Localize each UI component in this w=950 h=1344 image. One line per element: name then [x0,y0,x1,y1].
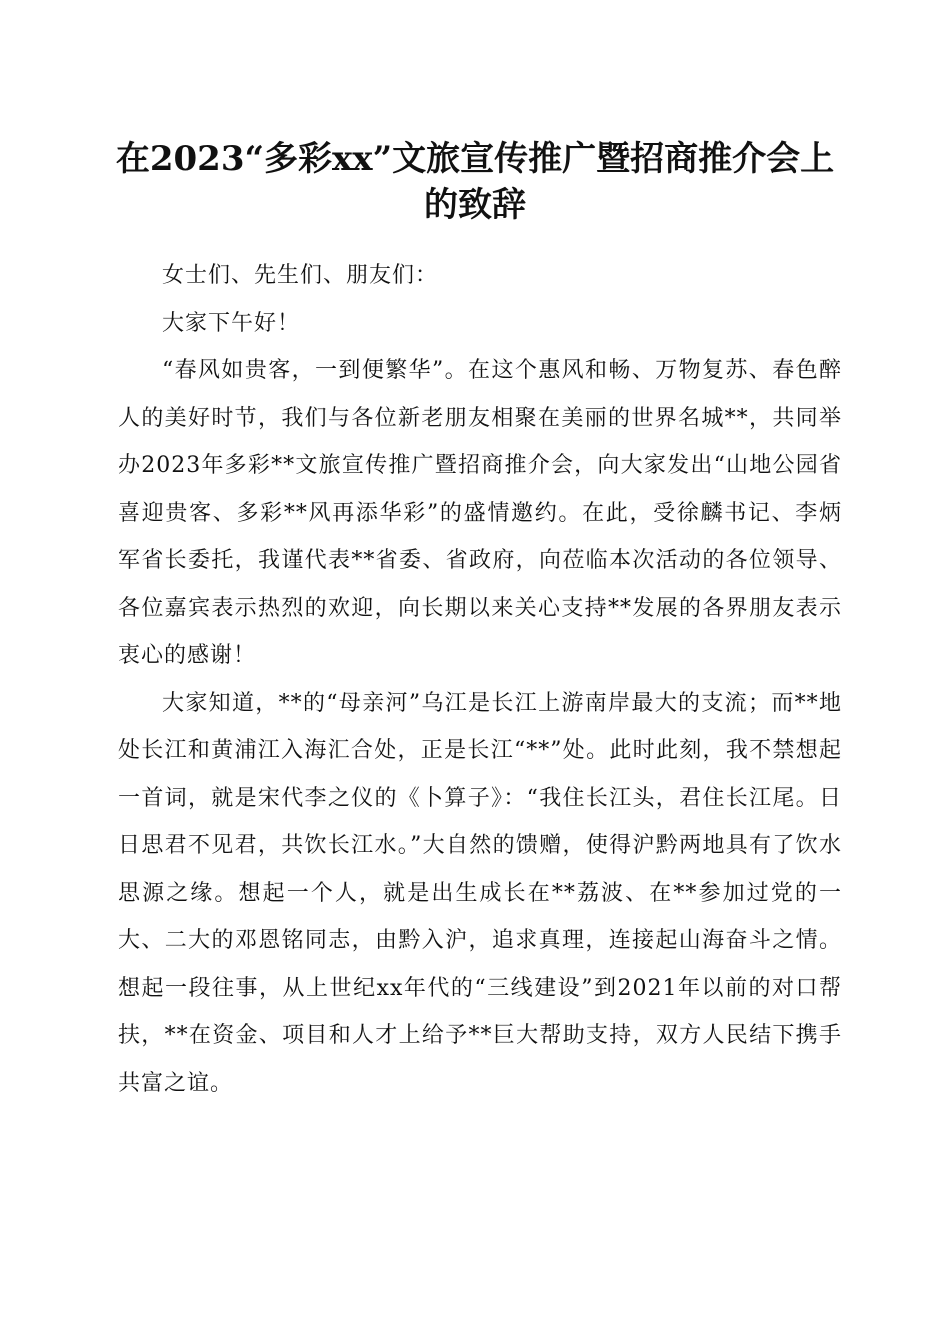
paragraph: “春风如贵客，一到便繁华”。在这个惠风和畅、万物复苏、春色醉人的美好时节，我们与各位新老朋友相聚在美丽的世界名城**，共同举办2023年多彩**文旅宣传推广暨招商推介会，向大家发出“山地公园省喜迎贵客、多彩**风再添华彩”的盛情邀约。在此，受徐麟书记、李炳军省长委托，我谨代表**省委、省政府，向莅临本次活动的各位领导、各位嘉宾表示热烈的欢迎，向长期以来关心支持**发展的各界朋友表示衷心的感谢！ [118,358,842,668]
salutation: 女士们、先生们、朋友们： [162,263,439,288]
document-body [118,252,842,1107]
document-title: 在2023“多彩xx”文旅宣传推广暨招商推介会上的致辞 [115,139,835,225]
greeting: 大家下午好！ [162,310,301,336]
paragraph: 大家知道，**的“母亲河”乌江是长江上游南岸最大的支流；而**地处长江和黄浦江入海汇合处，正是长江“**”处。此时此刻，我不禁想起一首词，就是宋代李之仪的《卜算子》：“我住长江头，君住长江尾。日日思君不见君，共饮长江水。”大自然的馈赠，使得沪黔两地具有了饮水思源之缘。想起一个人，就是出生成长在**荔波、在**参加过党的一大、二大的邓恩铭同志，由黔入沪，追求真理，连接起山海奋斗之情。想起一段往事，从上世纪xx年代的“三线建设”到2021年以前的对口帮扶，**在资金、项目和人才上给予**巨大帮助支持，双方人民结下携手共富之谊。 [118,690,842,1096]
